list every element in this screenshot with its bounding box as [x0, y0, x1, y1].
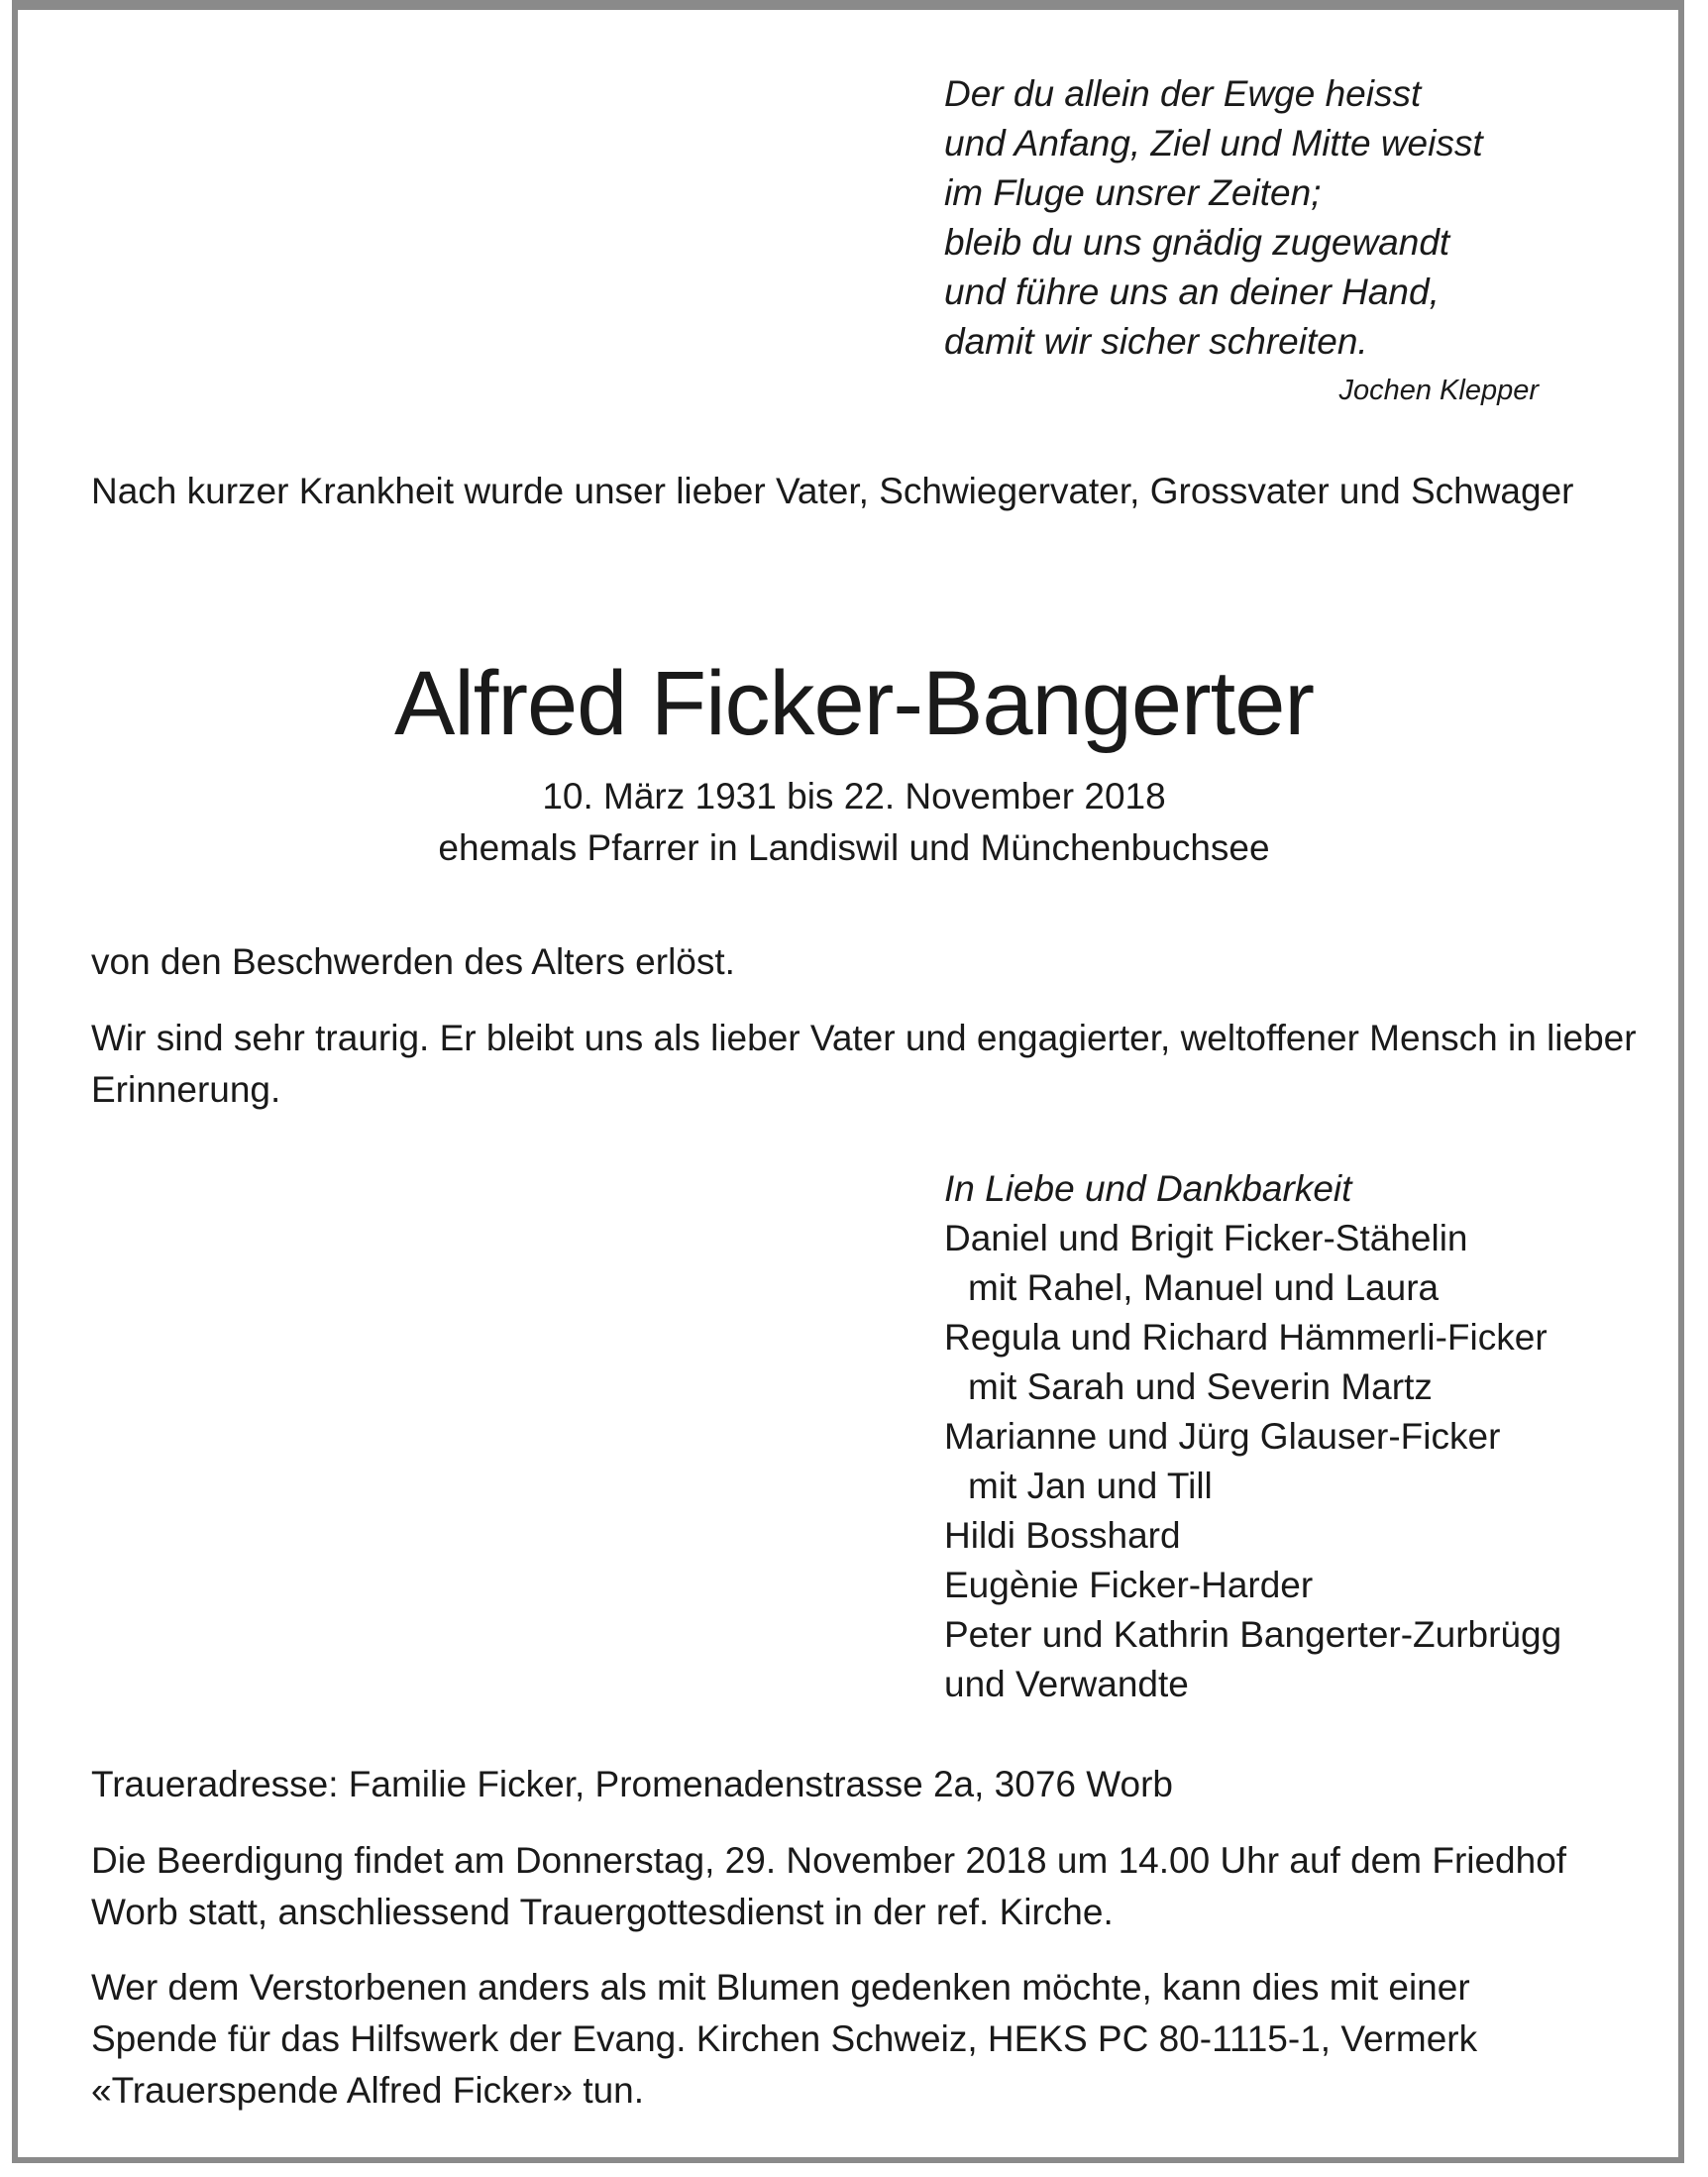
family-member: und Verwandte — [944, 1664, 1189, 1704]
poem-line: und führe uns an deiner Hand, — [944, 272, 1440, 312]
life-dates: 10. März 1931 bis 22. November 2018 — [542, 776, 1166, 816]
family-member: Regula und Richard Hämmerli-Ficker — [944, 1317, 1548, 1358]
poem-line: damit wir sicher schreiten. — [944, 321, 1368, 362]
family-member: Peter und Kathrin Bangerter-Zurbrügg — [944, 1614, 1562, 1655]
family-lead: In Liebe und Dankbarkeit — [944, 1168, 1352, 1209]
family-member: Hildi Bosshard — [944, 1515, 1181, 1556]
poem-line: Der du allein der Ewge heisst — [944, 73, 1422, 114]
poem-line: und Anfang, Ziel und Mitte weisst — [944, 123, 1483, 163]
intro-text: Nach kurzer Krankheit wurde unser lieber Vater, Schwiegervater, Grossvater und Schwager — [91, 471, 1574, 511]
poem-block — [944, 69, 1548, 410]
family-member: Eugènie Ficker-Harder — [944, 1565, 1314, 1605]
family-member: Daniel und Brigit Ficker-Stähelin — [944, 1218, 1468, 1258]
family-member: mit Sarah und Severin Martz — [968, 1366, 1433, 1407]
former-role: ehemals Pfarrer in Landiswil und Münchenbuchsee — [438, 827, 1270, 868]
family-member: mit Jan und Till — [968, 1466, 1213, 1506]
family-member: mit Rahel, Manuel und Laura — [968, 1267, 1440, 1308]
deceased-name: Alfred Ficker-Bangerter — [394, 653, 1314, 754]
memory-text: Wir sind sehr traurig. Er bleibt uns als lieber Vater und engagierter, weltoffener Mensch in lieber Erinnerung. — [91, 1018, 1637, 1110]
life-details — [0, 771, 1708, 874]
family-list — [944, 1164, 1657, 1709]
relief-text: von den Beschwerden des Alters erlöst. — [91, 941, 735, 982]
donation-note: Wer dem Verstorbenen anders als mit Blumen gedenken möchte, kann dies mit einer Spende für das Hilfswerk der Evang. Kirchen Schweiz, HEKS PC 80-1115-1, Vermerk «Trauerspende Alfred Ficker» tun. — [91, 1967, 1478, 2111]
family-member: Marianne und Jürg Glauser-Ficker — [944, 1416, 1501, 1457]
funeral-address: Traueradresse: Familie Ficker, Promenadenstrasse 2a, 3076 Worb — [91, 1764, 1173, 1804]
funeral-details: Die Beerdigung findet am Donnerstag, 29. November 2018 um 14.00 Uhr auf dem Friedhof Worb statt, anschliessend Trauergottesdienst in der ref. Kirche. — [91, 1840, 1567, 1932]
poem-line: bleib du uns gnädig zugewandt — [944, 222, 1450, 263]
poem-line: im Fluge unsrer Zeiten; — [944, 172, 1322, 213]
poem-author: Jochen Klepper — [1338, 375, 1539, 406]
